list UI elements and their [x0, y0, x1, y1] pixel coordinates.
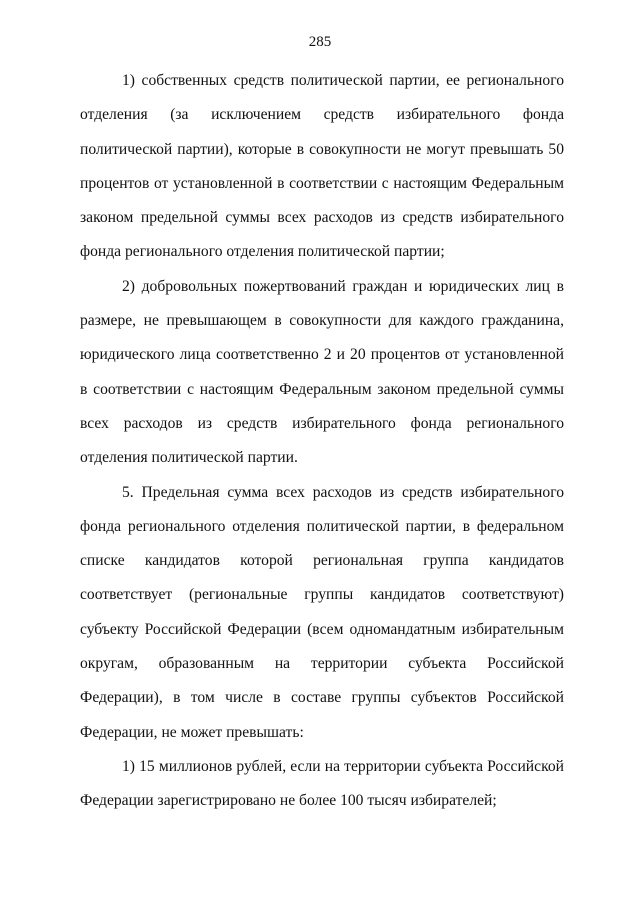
paragraph-own-funds: 1) собственных средств политической партии, ее регионального отделения (за исключением средств избирательного фонда политической партии), которые в совокупности не могут превышать 50 процентов от установленной в соответствии с настоящим Федеральным законом предельной суммы всех расходов из средств избирательного фонда регионального отделения политической партии;	[80, 72, 564, 261]
paragraph-expense-limit: 5. Предельная сумма всех расходов из средств избирательного фонда регионального отделения политической партии, в федеральном списке кандидатов которой региональная группа кандидатов соответствует (региональные группы кандидатов соответствуют) субъекту Российской Федерации (всем одномандатным избирательным округам, образованным на территории субъекта Российской Федерации), в том числе в составе группы субъектов Российской Федерации, не может превышать:	[80, 483, 564, 741]
page-number: 285	[308, 34, 332, 50]
paragraph-voluntary-donations: 2) добровольных пожертвований граждан и юридических лиц в размере, не превышающем в совокупности для каждого гражданина, юридического лица соответственно 2 и 20 процентов от установленной в соответствии с настоящим Федеральным законом предельной суммы всех расходов из средств избирательного фонда регионального отделения политической партии.	[80, 277, 564, 467]
paragraph-limit-15-million: 1) 15 миллионов рублей, если на территории субъекта Российской Федерации зарегистрировано не более 100 тысяч избирателей;	[80, 757, 564, 810]
document-body	[80, 64, 564, 819]
